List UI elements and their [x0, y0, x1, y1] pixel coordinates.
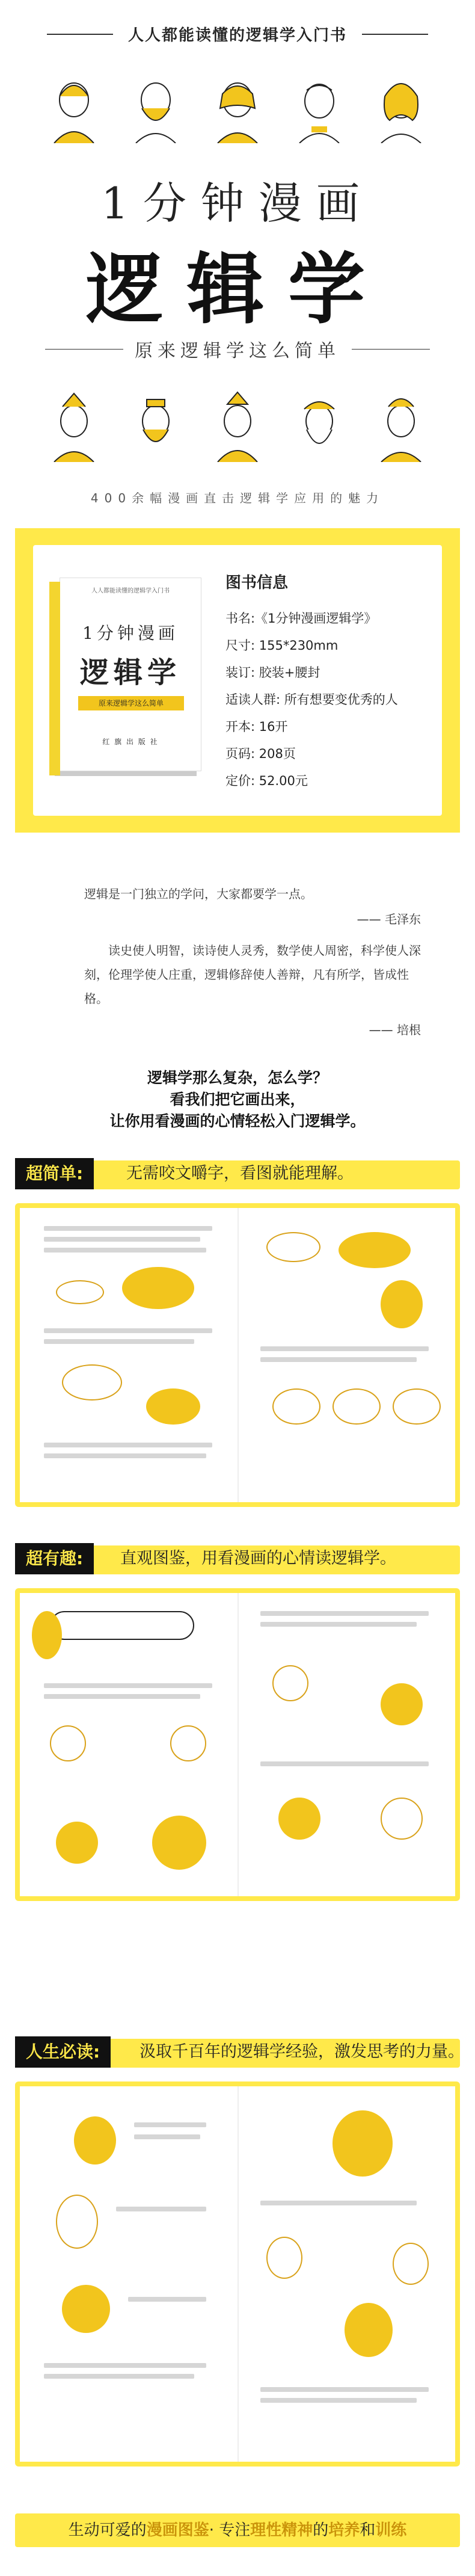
section-text: 汲取千百年的逻辑学经验，激发思考的力量。: [139, 2042, 464, 2061]
tagline-highlight: 训练: [375, 2521, 407, 2539]
tagline-highlight: 漫画图鉴: [146, 2521, 209, 2539]
hero-tagline-secondary: 400余幅漫画直击逻辑学应用的魅力: [90, 491, 385, 505]
illustration-bubble: [266, 1232, 320, 1262]
cover-title-big: 逻辑学: [79, 656, 181, 689]
book-info-heading: 图书信息: [225, 574, 289, 592]
quote-text: 逻辑是一门独立的学问，大家都要学一点。: [84, 887, 313, 901]
text-line: [44, 2374, 194, 2379]
illustration-bubble: [62, 1364, 122, 1400]
illustration-bubble: [381, 1280, 423, 1328]
illustration-bubble: [266, 2237, 302, 2279]
tagline-part: 生动可爱的: [68, 2521, 147, 2539]
intro-text: [0, 1067, 475, 1132]
section-tag: 人生必读:: [15, 2036, 111, 2068]
text-line: [260, 2387, 429, 2392]
illustration-bubble: [152, 1816, 206, 1870]
hero-title-big: 逻辑学: [85, 245, 389, 334]
book-info-row: 定价: 52.00元: [225, 774, 308, 788]
divider-line: [362, 34, 428, 35]
hero-tagline: 人人都能读懂的逻辑学入门书: [127, 26, 347, 45]
book-info-row: 装订: 胶装+腰封: [225, 665, 320, 680]
text-line: [260, 1346, 429, 1351]
hero-tagline-row: [0, 23, 475, 45]
book-info-panel: [15, 528, 460, 833]
illustration-bubble: [170, 1725, 206, 1761]
section-tag: 超简单:: [15, 1158, 94, 1189]
intro-line: 逻辑学那么复杂，怎么学？: [147, 1069, 328, 1086]
text-line: [260, 1611, 429, 1616]
section-header-fun: [0, 1543, 475, 1577]
illustration-bubble: [272, 1388, 320, 1425]
sample-spread-3: [15, 2081, 460, 2467]
book-cover-image: [60, 578, 201, 771]
cover-band: 原来逻辑学这么简单: [78, 696, 184, 710]
book-info-row: 书名:《1分钟漫画逻辑学》: [225, 611, 377, 626]
quote-text: 读史使人明智，读诗使人灵秀，数学使人周密，科学使人深刻，伦理学使人庄重，逻辑修辞使人善辩，凡有所学，皆成性格。: [84, 943, 421, 1006]
spread-gutter: [238, 2086, 239, 2462]
illustration-bubble: [62, 2285, 110, 2333]
portrait-row-top: [48, 72, 427, 143]
bottom-tagline: [15, 2513, 460, 2547]
text-line: [260, 2201, 417, 2205]
divider-line: [47, 34, 113, 35]
text-line: [44, 1237, 200, 1242]
philosopher-portrait-icon: [130, 72, 182, 143]
illustration-bubble: [32, 1611, 62, 1659]
philosopher-portrait-icon: [48, 391, 100, 462]
hero-subtitle: 原来逻辑学这么简单: [135, 340, 340, 362]
quote-author: —— 毛泽东: [357, 912, 421, 926]
tagline-highlight: 培养: [328, 2521, 360, 2539]
text-line: [134, 2134, 200, 2139]
text-line: [44, 1328, 212, 1333]
section-text: 无需咬文嚼字，看图就能理解。: [126, 1164, 354, 1183]
book-spine: [49, 582, 60, 775]
illustration-bubble: [278, 1798, 320, 1840]
intro-line: 看我们把它画出来，: [170, 1091, 305, 1108]
illustration-bubble: [381, 1798, 423, 1840]
sample-spread-2: [15, 1588, 460, 1901]
text-line: [44, 1339, 194, 1344]
section-tag: 超有趣:: [15, 1543, 94, 1574]
illustration-bubble: [393, 1388, 441, 1425]
book-info-row: 适读人群: 所有想要变优秀的人: [225, 692, 398, 707]
illustration-bubble: [339, 1232, 411, 1268]
illustration-bubble: [56, 1280, 104, 1304]
text-line: [128, 2297, 206, 2302]
illustration-bubble: [56, 1822, 98, 1864]
text-line: [260, 1622, 417, 1627]
illustration-bubble: [146, 1388, 200, 1425]
tagline-part: 和: [360, 2521, 376, 2539]
text-line: [44, 1694, 200, 1699]
illustration-box: [50, 1611, 194, 1640]
text-line: [44, 2363, 206, 2368]
tagline-highlight: 理性精神: [250, 2521, 313, 2539]
illustration-bubble: [332, 1388, 381, 1425]
illustration-bubble: [74, 2116, 116, 2165]
illustration-bubble: [56, 2195, 98, 2249]
cover-top-text: 人人都能读懂的逻辑学入门书: [91, 588, 170, 594]
philosopher-portrait-icon: [130, 391, 182, 462]
hero-title-small: 1分钟漫画: [101, 178, 374, 229]
intro-line: 让你用看漫画的心情轻松入门逻辑学。: [109, 1112, 366, 1130]
sample-spread-1: [15, 1203, 460, 1507]
philosopher-portrait-icon: [375, 72, 427, 143]
book-info-row: 尺寸: 155*230mm: [225, 638, 339, 653]
text-line: [44, 1453, 206, 1458]
philosopher-portrait-icon: [293, 391, 345, 462]
text-line: [44, 1226, 212, 1231]
tagline-part: 的: [313, 2521, 329, 2539]
text-line: [44, 1248, 206, 1253]
section-header-simple: [0, 1158, 475, 1192]
spread-gutter: [238, 1593, 239, 1896]
portrait-row-bottom: [48, 391, 427, 462]
hero-subtitle-row: [0, 336, 475, 362]
cover-publisher: 红 旗 出 版 社: [102, 738, 159, 746]
text-line: [44, 1443, 212, 1447]
illustration-bubble: [393, 2243, 429, 2285]
text-line: [116, 2207, 206, 2211]
tagline-part: · 专注: [209, 2521, 251, 2539]
illustration-bubble: [332, 2110, 393, 2177]
text-line: [44, 1683, 212, 1688]
text-line: [260, 1357, 417, 1362]
hero-banner: [0, 0, 475, 523]
illustration-bubble: [381, 1683, 423, 1725]
section-text: 直观图鉴，用看漫画的心情读逻辑学。: [120, 1549, 396, 1568]
text-line: [260, 1761, 429, 1766]
philosopher-portrait-icon: [293, 72, 345, 143]
illustration-bubble: [345, 2303, 393, 2357]
philosopher-portrait-icon: [48, 72, 100, 143]
illustration-bubble: [50, 1725, 86, 1761]
text-line: [134, 2122, 206, 2127]
section-header-must-read: [0, 2036, 475, 2070]
book-info-row: 开本: 16开: [225, 719, 288, 734]
philosopher-portrait-icon: [212, 72, 263, 143]
book-info-card: [33, 545, 442, 816]
divider-line: [352, 349, 430, 350]
quote-author: —— 培根: [369, 1023, 421, 1037]
divider-line: [45, 349, 123, 350]
book-info-row: 页码: 208页: [225, 747, 296, 761]
cover-title-small: 1分钟漫画: [82, 623, 179, 643]
philosopher-portrait-icon: [212, 391, 263, 462]
spread-gutter: [238, 1208, 239, 1502]
illustration-bubble: [122, 1267, 194, 1309]
philosopher-portrait-icon: [375, 391, 427, 462]
text-line: [260, 2398, 417, 2403]
illustration-bubble: [272, 1665, 308, 1701]
book-info-list: [225, 605, 398, 795]
